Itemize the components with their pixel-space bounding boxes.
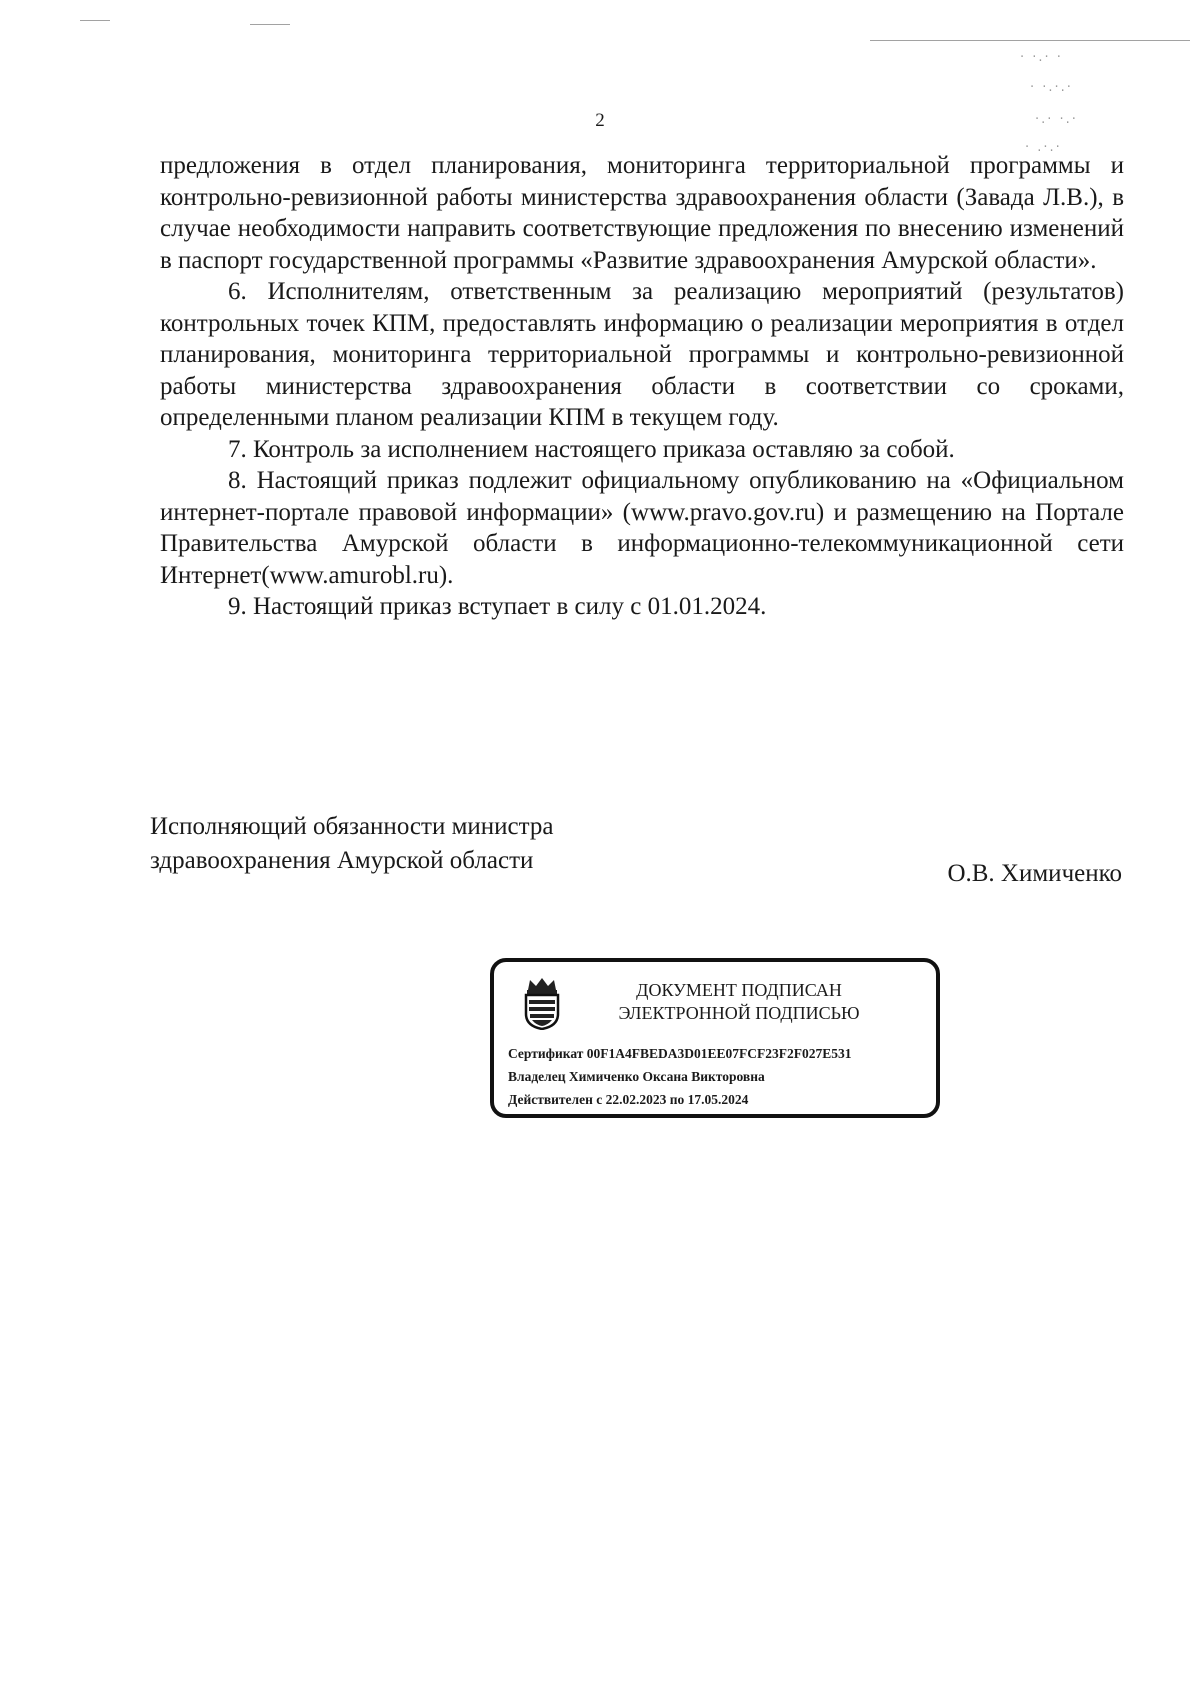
paragraph: 6. Исполнителям, ответственным за реализацию мероприятий (результатов) контрольных точек КПМ, предоставлять информацию о реализации мероприятия в отдел планирования, мониторинга территориальной программы и контрольно-ревизионной работы министерства здравоохранения области в соответствии со сроками, определенными планом реализации КПМ в текущем году. — [160, 278, 1124, 431]
scan-artifact-line — [250, 24, 290, 25]
amur-oblast-coat-of-arms-icon — [520, 976, 564, 1030]
stamp-heading-line2: ЭЛЕКТРОННОЙ ПОДПИСЬЮ — [618, 1003, 860, 1023]
scan-artifact-line — [80, 20, 110, 21]
signature-block — [150, 810, 1130, 887]
stamp-heading — [584, 979, 894, 1025]
signer-title-line2: здравоохранения Амурской области — [150, 847, 534, 874]
scan-artifact-specks: · ·.·.· — [1030, 80, 1073, 95]
signer-name: О.В. Химиченко — [947, 860, 1122, 887]
scan-artifact-specks: · .·.· — [1025, 140, 1062, 155]
scan-artifact-specks: · ·.· · — [1020, 50, 1063, 65]
scan-artifact-line — [870, 40, 1190, 41]
stamp-details — [508, 1042, 852, 1111]
scan-artifact-specks: ·.· ·.· — [1035, 112, 1078, 127]
electronic-signature-stamp — [490, 958, 940, 1118]
stamp-owner: Владелец Химиченко Оксана Викторовна — [508, 1069, 765, 1084]
stamp-certificate: Сертификат 00F1A4FBEDA3D01EE07FCF23F2F027E531 — [508, 1046, 852, 1061]
stamp-heading-line1: ДОКУМЕНТ ПОДПИСАН — [636, 980, 842, 1000]
paragraph: 8. Настоящий приказ подлежит официальному опубликованию на «Официальном интернет-портале правовой информации» (www.pravo.gov.ru) и размещению на Портале Правительства Амурской области в информационно-телекоммуникационной сети Интернет(www.amurobl.ru). — [160, 467, 1124, 589]
paragraph: 9. Настоящий приказ вступает в силу с 01.01.2024. — [228, 593, 767, 620]
document-body — [160, 150, 1124, 623]
paragraph: предложения в отдел планирования, мониторинга территориальной программы и контрольно-ревизионной работы министерства здравоохранения области (Завада Л.В.), в случае необходимости направить соответствующие предложения по внесению изменений в паспорт государственной программы «Развитие здравоохранения Амурской области». — [160, 152, 1124, 274]
stamp-validity: Действителен с 22.02.2023 по 17.05.2024 — [508, 1092, 749, 1107]
page-number: 2 — [595, 110, 605, 131]
signer-title-line1: Исполняющий обязанности министра — [150, 813, 554, 840]
paragraph: 7. Контроль за исполнением настоящего приказа оставляю за собой. — [228, 435, 955, 463]
